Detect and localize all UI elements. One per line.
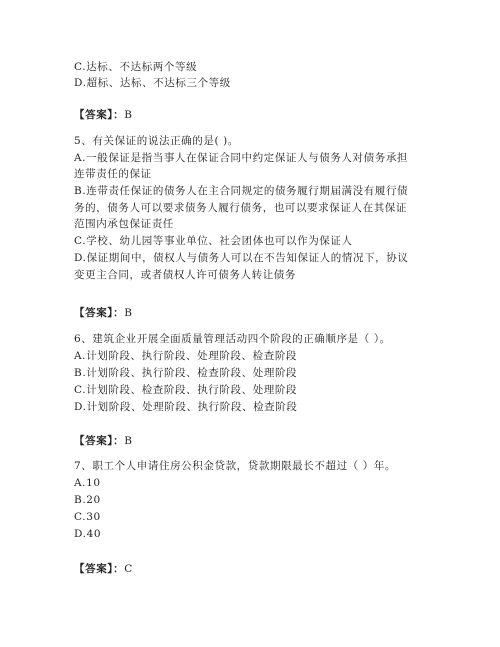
q6-option-c: C.计划阶段、检查阶段、执行阶段、处理阶段 xyxy=(74,384,298,396)
q7-option-a: A.10 xyxy=(74,477,101,489)
q6-option-b: B.计划阶段、执行阶段、检查阶段、处理阶段 xyxy=(74,367,298,379)
q5-option-b-line3: 范围内承包保证责任 xyxy=(74,218,174,230)
q5-answer-value: B xyxy=(124,307,133,319)
q7-question: 7、职工个人申请住房公积金贷款，贷款期限最长不超过（ ）年。 xyxy=(74,460,397,472)
q5-option-d-line2: 变更主合同，或者债权人许可债务人转让债务 xyxy=(74,269,296,281)
q5-answer xyxy=(74,306,133,320)
q7-answer xyxy=(74,562,133,576)
q5-question: 5、有关保证的说法正确的是( )。 xyxy=(74,135,239,147)
q5-option-a-line1: A.一般保证是指当事人在保证合同中约定保证人与债务人对债务承担 xyxy=(74,152,409,164)
q5-option-b-line1: B.连带责任保证的债务人在主合同规定的债务履行期届满没有履行债 xyxy=(74,185,409,197)
q5-option-c: C.学校、幼儿园等事业单位、社会团体也可以作为保证人 xyxy=(74,235,353,247)
q7-answer-label: 【答案】： xyxy=(74,563,125,575)
q5-option-a-line2: 连带责任的保证 xyxy=(74,168,152,180)
q4-answer xyxy=(74,108,133,122)
q4-answer-value: B xyxy=(124,109,133,121)
q6-option-a: A.计划阶段、执行阶段、处理阶段、检查阶段 xyxy=(74,350,298,362)
q6-option-d: D.计划阶段、处理阶段、执行阶段、检查阶段 xyxy=(74,401,298,413)
q7-option-b: B.20 xyxy=(74,494,101,506)
q4-option-c: C.达标、不达标两个等级 xyxy=(74,61,198,73)
q5-answer-label: 【答案】： xyxy=(74,307,125,319)
q4-option-d: D.超标、达标、不达标三个等级 xyxy=(74,77,231,89)
q6-answer-label: 【答案】： xyxy=(74,435,125,447)
q6-answer xyxy=(74,434,133,448)
q7-option-d: D.40 xyxy=(74,528,102,540)
q6-answer-value: B xyxy=(124,435,133,447)
q7-option-c: C.30 xyxy=(74,511,101,523)
q7-answer-value: C xyxy=(124,563,133,575)
q4-answer-label: 【答案】： xyxy=(74,109,125,121)
q5-option-b-line2: 务的，债务人可以要求债务人履行债务，也可以要求保证人在其保证 xyxy=(74,202,407,214)
q6-question: 6、建筑企业开展全面质量管理活动四个阶段的正确顺序是（ ）。 xyxy=(74,333,391,345)
q5-option-d-line1: D.保证期间中，债权人与债务人可以在不告知保证人的情况下，协议 xyxy=(74,252,409,264)
